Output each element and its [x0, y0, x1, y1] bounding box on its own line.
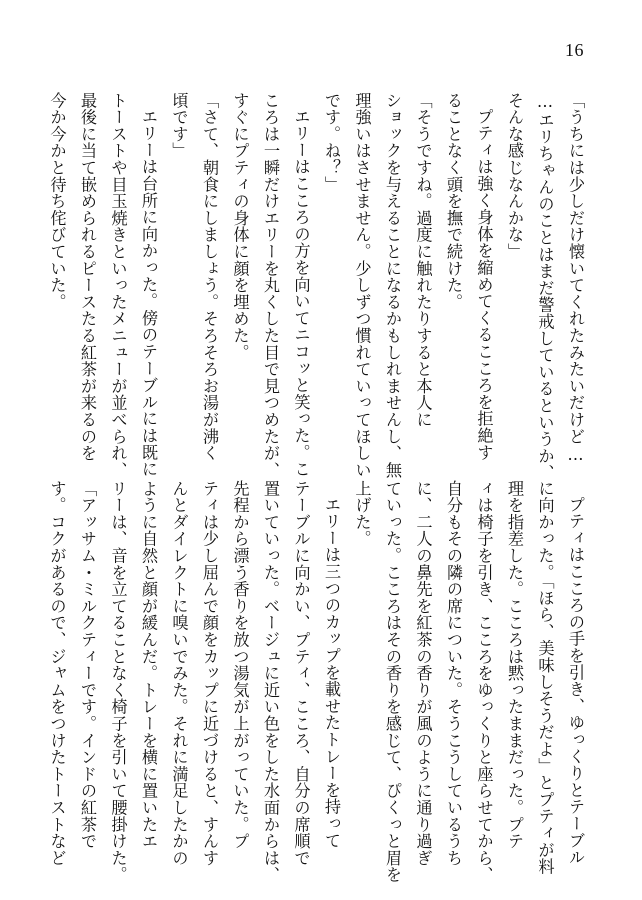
text-line: 「アッサム・ミルクティーです。インドの紅茶で	[78, 480, 97, 850]
text-block-bottom	[41, 480, 590, 884]
text-line: エリーはこころの方を向いてニコッと笑った。こ	[291, 108, 311, 478]
text-line: 理を指差した。こころは黙ったままだった。プテ	[505, 480, 524, 850]
text-line: 今か今かと待ち侘びていた。	[47, 92, 67, 311]
text-line: ティは少し屈んで顔をカップに近づけると、すんす	[200, 480, 219, 867]
text-line: トーストや目玉焼きといったメニューが並べられ、	[108, 92, 128, 479]
text-line: リーは、音を立てることなく椅子を引いて腰掛けた。	[108, 480, 128, 884]
text-line: 自分もその隣の席についた。そうこうしているうち	[444, 480, 463, 867]
text-line: す。コクがあるので、ジャムをつけたトーストなど	[47, 480, 67, 867]
text-line: ように自然と顔が緩んだ。トレーを横に置いたエ	[139, 480, 158, 850]
text-line: に、二人の鼻先を紅茶の香りが風のように通り過ぎ	[413, 480, 433, 867]
text-line: ィは椅子を引き、こころをゆっくりと座らせてから、	[474, 480, 494, 884]
text-line: すぐにプティの身体に顔を埋めた。	[230, 92, 250, 361]
text-line: 先程から漂う香りを放つ湯気が上がっていた。プ	[230, 480, 250, 850]
text-line: そんな感じなんかな」	[505, 92, 524, 260]
text-line: 「うちには少しだけ懐いてくれたみたいだけど…	[566, 92, 585, 465]
text-line: 上げた。	[352, 480, 372, 548]
text-line: 頃です」	[169, 92, 189, 160]
text-line: です。ね？」	[322, 92, 341, 193]
text-block-top	[41, 92, 590, 482]
text-line: に向かった。「ほら、美味しそうだよ」とプティが料	[535, 480, 555, 876]
text-line: エリーは台所に向かった。傍のテーブルには既に	[139, 108, 158, 478]
text-line: 「そうですね。過度に触れたりすると本人に	[413, 92, 433, 428]
text-line: …エリちゃんのことはまだ警戒しているというか、	[535, 92, 555, 482]
text-line: 最後に当て嵌められるピースたる紅茶が来るのを	[78, 92, 97, 462]
text-line: テーブルに向かい、プティ、こころ、自分の席順で	[291, 480, 311, 867]
text-line: ることなく頭を撫で続けた。	[444, 92, 463, 311]
text-line: んとダイレクトに嗅いでみた。それに満足したかの	[169, 480, 189, 867]
text-line: エリーは三つのカップを載せたトレーを持って	[322, 496, 341, 849]
page-number: 16	[565, 40, 584, 60]
text-line: プティはこころの手を引き、ゆっくりとテーブル	[566, 496, 585, 866]
text-line: 「さて、朝食にしましょう。そろそろお湯が沸く	[200, 92, 219, 462]
text-line: 理強いはさせません。少しずつ慣れていってほしい	[352, 92, 372, 479]
text-line: ショックを与えることになるかもしれませんし、無	[383, 92, 402, 479]
text-line: ころは一瞬だけエリーを丸くした目で見つめたが、	[261, 92, 280, 479]
text-line: 置いていった。ベージュに近い色をした水面からは、	[261, 480, 280, 884]
text-line: ていった。こころはその香りを感じて、ぴくっと眉を	[383, 480, 402, 884]
text-line: プティは強く身体を縮めてくるこころを拒絶す	[474, 108, 494, 461]
